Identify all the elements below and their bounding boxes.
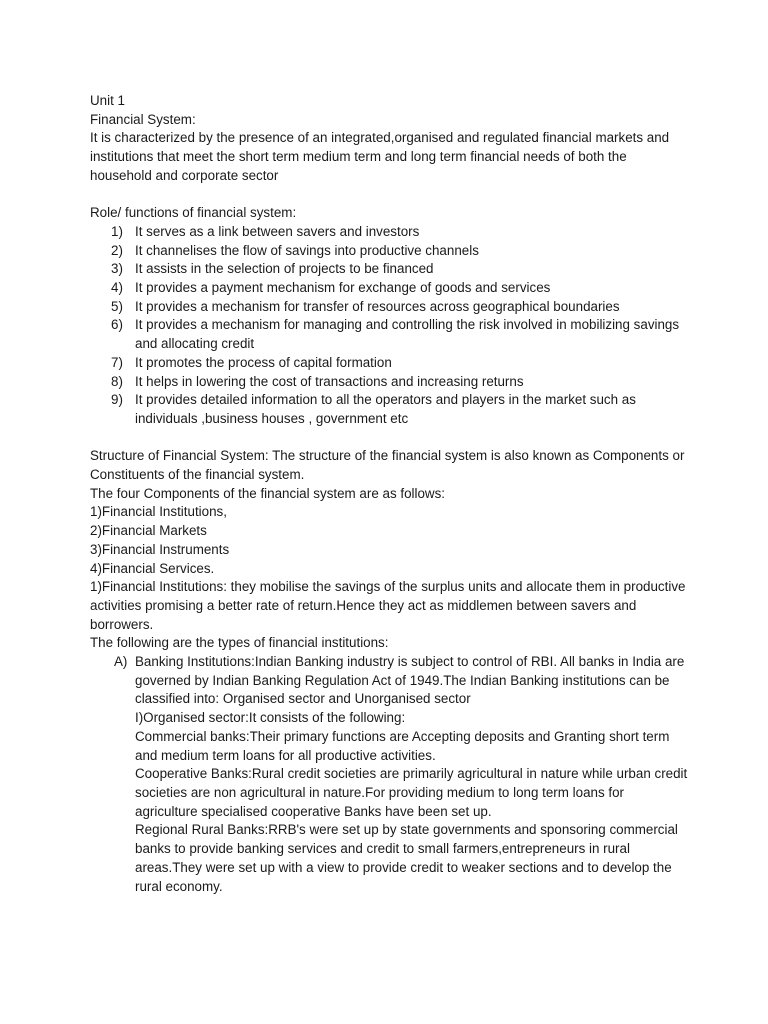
component-item: 1)Financial Institutions, [90, 504, 227, 520]
list-item [90, 223, 690, 242]
roles-list [90, 223, 690, 429]
banking-institutions-item [90, 653, 690, 896]
spacer [90, 429, 690, 448]
item-number: 8) [111, 373, 123, 389]
organised-sector: I)Organised sector:It consists of the following: [135, 710, 406, 726]
item-text: It promotes the process of capital formation [135, 354, 392, 370]
document-page [90, 92, 690, 896]
roles-heading: Role/ functions of financial system: [90, 205, 297, 221]
banking-intro: Banking Institutions:Indian Banking industry is subject to control of RBI. All banks in India are governed by Indian Banking Regulation Act of 1949.The Indian Banking institutions can be classified into: Organised sector and Unorganised sector [135, 654, 685, 707]
list-item [90, 279, 690, 298]
spacer [90, 186, 690, 205]
regional-rural-banks: Regional Rural Banks:RRB's were set up by state governments and sponsoring commercial banks to provide banking services and credit to small farmers,entrepreneurs in rural areas.They were set up with a view to provide credit to weaker sections and to develop the rural economy. [135, 822, 678, 894]
item-number: 1) [111, 223, 123, 239]
cooperative-banks: Cooperative Banks:Rural credit societies are primarily agricultural in nature while urban credit societies are non agricultural in nature.For providing medium to long term loans for agriculture specialised cooperative Banks have been set up. [135, 766, 688, 819]
item-number: 7) [111, 354, 123, 370]
item-number: 5) [111, 298, 123, 314]
component-item: 4)Financial Services. [90, 560, 215, 576]
list-item [90, 391, 690, 428]
item-number: 9) [111, 392, 123, 408]
item-text: It provides detailed information to all the operators and players in the market such as individuals ,business houses , government etc [135, 392, 636, 426]
item-text: It provides a mechanism for managing and controlling the risk involved in mobilizing savings and allocating credit [135, 317, 680, 352]
list-item [90, 260, 690, 279]
definition-paragraph: It is characterized by the presence of an integrated,organised and regulated financial markets and institutions that meet the short term medium term and long term financial needs of both the household and corporate sector [90, 130, 670, 183]
types-intro: The following are the types of financial institutions: [90, 635, 389, 651]
component-item: 2)Financial Markets [90, 523, 207, 539]
component-item: 3)Financial Instruments [90, 541, 230, 557]
list-item [90, 298, 690, 317]
item-number: 4) [111, 280, 123, 296]
unit-title: Unit 1 [90, 93, 125, 108]
item-text: It helps in lowering the cost of transactions and increasing returns [135, 373, 524, 389]
list-item [90, 242, 690, 261]
item-text: It serves as a link between savers and investors [135, 223, 420, 239]
item-text: It provides a payment mechanism for exchange of goods and services [135, 280, 551, 296]
institutions-paragraph: 1)Financial Institutions: they mobilise the savings of the surplus units and allocate them in productive activities promising a better rate of return.Hence they act as middlemen between savers and borrowers. [90, 579, 686, 632]
item-text: It channelises the flow of savings into productive channels [135, 242, 479, 258]
structure-paragraph: Structure of Financial System: The structure of the financial system is also known as Components or Constituents of the financial system. [90, 448, 685, 483]
commercial-banks: Commercial banks:Their primary functions are Accepting deposits and Granting short term and medium term loans for all productive activities. [135, 728, 670, 763]
item-text: It assists in the selection of projects to be financed [135, 261, 434, 277]
item-letter: A) [114, 654, 128, 670]
list-item [90, 316, 690, 353]
components-intro: The four Components of the financial system are as follows: [90, 485, 446, 501]
item-number: 3) [111, 261, 123, 277]
list-item [90, 354, 690, 373]
item-text: It provides a mechanism for transfer of resources across geographical boundaries [135, 298, 620, 314]
item-number: 2) [111, 242, 123, 258]
item-number: 6) [111, 317, 123, 333]
list-item [90, 373, 690, 392]
section-heading: Financial System: [90, 111, 196, 127]
